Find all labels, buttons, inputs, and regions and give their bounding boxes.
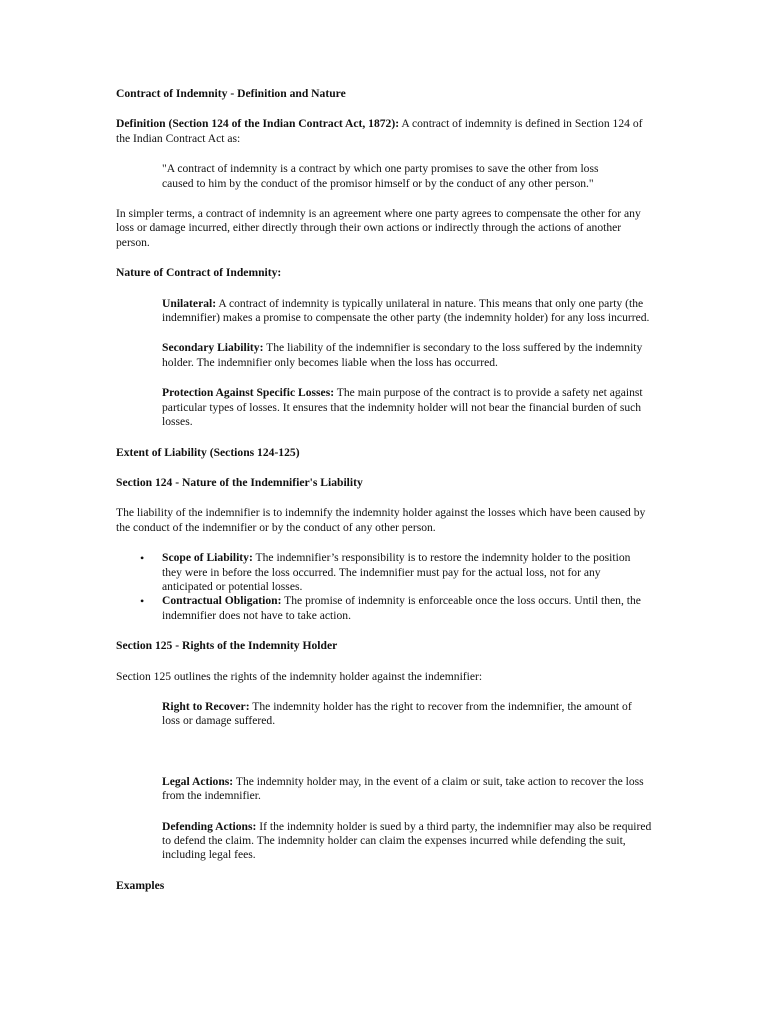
item-label: Scope of Liability: <box>162 551 253 565</box>
document-body <box>116 87 656 909</box>
list-item <box>140 551 652 594</box>
nature-item-secondary-liability <box>162 341 652 370</box>
item-text: The promise of indemnity is enforceable once the loss occurs. Until then, the indemnifier does not have to take action. <box>162 594 641 622</box>
item-text: The liability of the indemnifier is secondary to the loss suffered by the indemnity holder. The indemnifier only becomes liable when the loss has occurred. <box>162 341 643 369</box>
item-text: The indemnity holder may, in the event of a claim or suit, take action to recover the loss from the indemnifier. <box>162 774 644 803</box>
section-124-bullet-list <box>116 551 656 623</box>
section-125-heading: Section 125 - Rights of the Indemnity Holder <box>116 639 338 653</box>
extent-heading: Extent of Liability (Sections 124-125) <box>116 445 300 459</box>
nature-heading: Nature of Contract of Indemnity: <box>116 266 282 280</box>
examples-heading: Examples <box>116 878 165 892</box>
item-label: Right to Recover: <box>162 699 250 713</box>
blank-space <box>116 745 656 775</box>
nature-item-protection <box>162 386 652 429</box>
item-label: Defending Actions: <box>162 819 257 833</box>
item-text: The main purpose of the contract is to provide a safety net against particular types of losses. It ensures that the indemnity holder will not bear the financial burden of such losses. <box>162 386 643 429</box>
item-label: Secondary Liability: <box>162 341 264 355</box>
definition-quote: "A contract of indemnity is a contract by which one party promises to save the other from loss caused to him by the conduct of the promisor himself or by the conduct of any other person." <box>162 162 599 190</box>
item-label: Contractual Obligation: <box>162 594 282 608</box>
item-label: Unilateral: <box>162 296 217 310</box>
defending-actions-item <box>162 820 652 863</box>
item-text: A contract of indemnity is typically unilateral in nature. This means that only one party (the indemnifier) makes a promise to compensate the other party (the indemnity holder) for any loss incurred. <box>162 296 650 325</box>
item-text: The indemnity holder has the right to recover from the indemnifier, the amount of loss or damage suffered. <box>162 699 632 728</box>
item-text: The indemnifier’s responsibility is to restore the indemnity holder to the position they were in before the loss occurred. The indemnifier must pay for the actual loss, not for any anticipated or potential losses. <box>162 551 631 593</box>
simpler-paragraph: In simpler terms, a contract of indemnity is an agreement where one party agrees to compensate the other for any loss or damage incurred, either directly through their own actions or indirectly through the actions of another person. <box>116 207 641 249</box>
bullet-icon: • <box>140 551 145 566</box>
definition-paragraph <box>116 117 656 146</box>
legal-actions-item <box>162 775 652 804</box>
item-label: Protection Against Specific Losses: <box>162 386 335 400</box>
right-to-recover-item <box>162 700 652 729</box>
nature-item-unilateral <box>162 297 652 326</box>
section-124-heading: Section 124 - Nature of the Indemnifier's Liability <box>116 475 363 489</box>
list-item <box>140 594 652 623</box>
item-text: If the indemnity holder is sued by a third party, the indemnifier may also be required to defend the claim. The indemnity holder can claim the expenses incurred while defending the suit, including legal fees. <box>162 819 652 862</box>
section-124-paragraph: The liability of the indemnifier is to indemnify the indemnity holder against the losses which have been caused by the conduct of the indemnifier or by the conduct of any other person. <box>116 506 646 534</box>
document-title: Contract of Indemnity - Definition and Nature <box>116 87 346 100</box>
bullet-icon: • <box>140 594 145 609</box>
item-label: Legal Actions: <box>162 774 234 788</box>
definition-label: Definition (Section 124 of the Indian Contract Act, 1872): <box>116 117 400 131</box>
definition-text: A contract of indemnity is defined in Section 124 of the Indian Contract Act as: <box>116 117 643 145</box>
section-125-paragraph: Section 125 outlines the rights of the indemnity holder against the indemnifier: <box>116 669 483 683</box>
